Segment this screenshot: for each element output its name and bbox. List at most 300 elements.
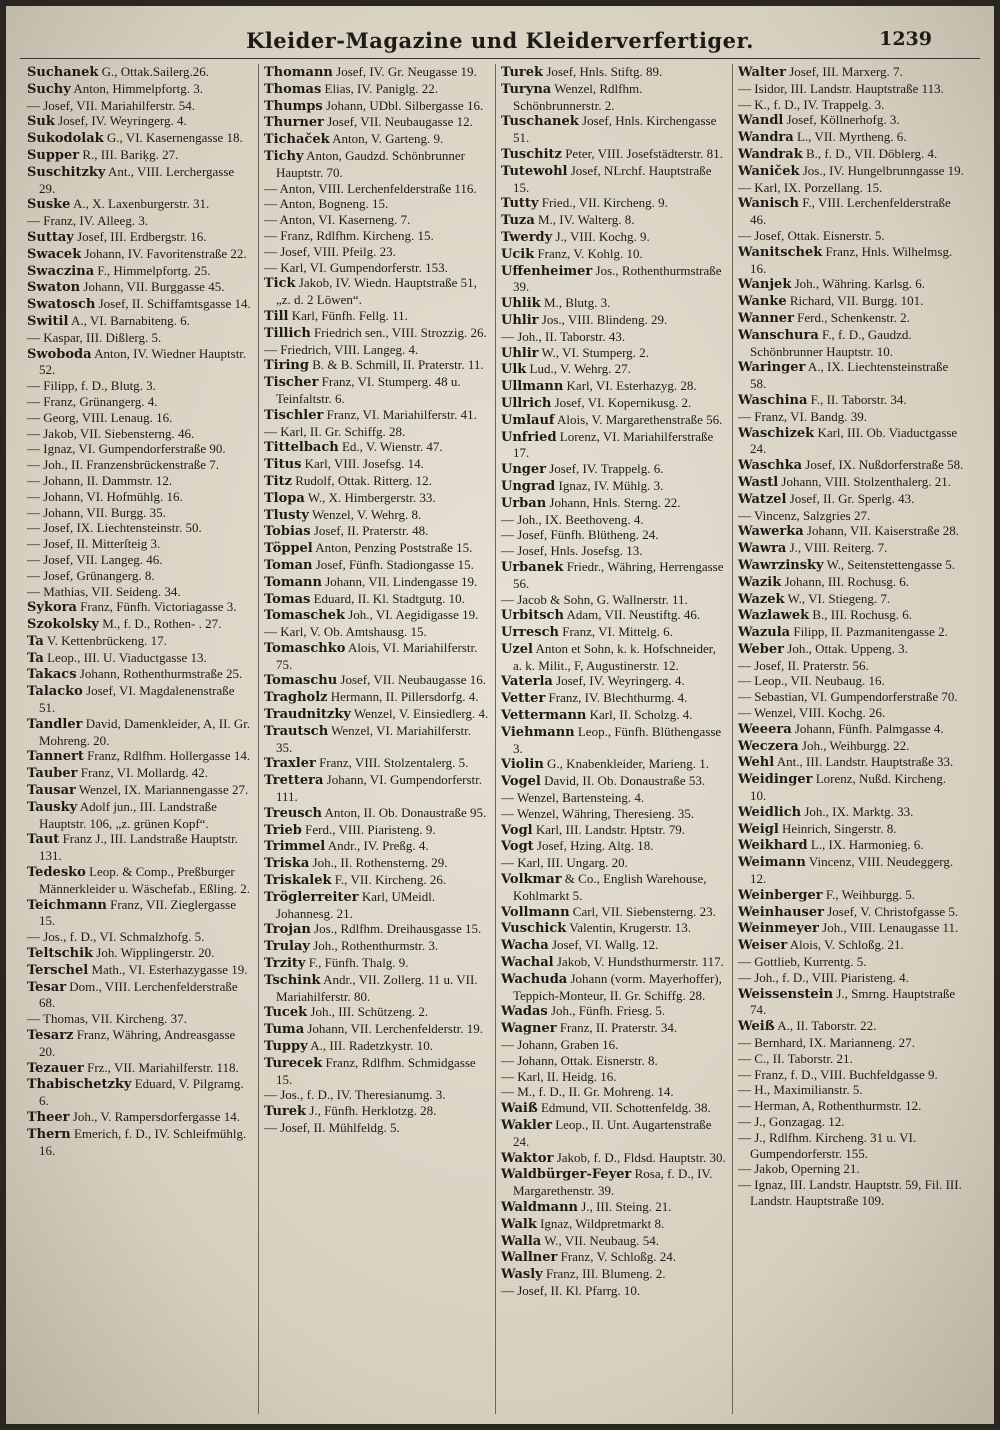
directory-entry	[738, 491, 965, 508]
entry-details: Andr., IV. Preßg. 4.	[327, 838, 429, 854]
directory-entry	[27, 864, 253, 897]
entry-details: — J., Gonzagag. 12.	[738, 1114, 845, 1129]
directory-entry	[501, 1100, 727, 1117]
entry-name: Ucik	[501, 246, 535, 262]
entry-name: Teichmann	[27, 897, 107, 913]
entry-name: Trimmel	[264, 839, 326, 855]
entry-name: Sukodolak	[27, 131, 104, 147]
entry-name: Tlusty	[264, 507, 309, 523]
directory-entry	[501, 1166, 727, 1199]
entry-details: David, Damenkleider, A, II. Gr. Mohreng. 20.	[39, 715, 251, 748]
entry-details: Vincenz, VIII. Neudeggerg. 12.	[750, 854, 954, 887]
entry-name: Vogel	[501, 774, 541, 790]
entry-details: Anton, IV. Wiedner Hauptstr. 52.	[39, 345, 247, 378]
directory-entry	[738, 1130, 965, 1162]
entry-details: Josef, II. Praterstr. 48.	[313, 523, 429, 539]
directory-entry	[27, 979, 253, 1012]
directory-entry	[264, 456, 490, 473]
entry-details: — Joh., IX. Beethoveng. 4.	[501, 511, 644, 527]
directory-entry	[27, 748, 253, 765]
directory-entry	[264, 212, 490, 228]
entry-details: Josef, IV. Trappelg. 6.	[549, 461, 664, 477]
directory-entry	[501, 641, 727, 674]
entry-details: Josef, NLrchf. Hauptstraße 15.	[513, 162, 712, 195]
entry-details: Anton, Gaudzd. Schönbrunner Hauptstr. 70.	[276, 147, 465, 180]
directory-entry	[501, 707, 727, 724]
entry-details: J., III. Steing. 21.	[581, 1198, 672, 1214]
directory-entry	[738, 146, 965, 163]
entry-details: Joh. Wipplingerstr. 20.	[96, 945, 215, 961]
entry-details: Johann, VII. Lindengasse 19.	[325, 573, 478, 589]
directory-entry	[27, 782, 253, 799]
entry-details: Joh., V. Rampersdorfergasse 14.	[72, 1109, 240, 1124]
entry-details: — Jos., f. D., VI. Schmalzhofg. 5.	[27, 929, 205, 945]
directory-entry	[501, 773, 727, 790]
entry-details: A., VI. Barnabiteng. 6.	[70, 312, 190, 328]
directory-entry	[27, 520, 253, 536]
entry-details: — Josef, VII. Langeg. 46.	[27, 551, 163, 567]
directory-entry	[27, 330, 253, 346]
directory-entry	[501, 412, 727, 429]
directory-entry	[27, 552, 253, 568]
entry-details: Leop., Fünfh. Blüthengasse 3.	[513, 723, 722, 756]
entry-details: Josef, II. Schiffamtsgasse 14.	[98, 296, 251, 312]
entry-details: Wenzel, V. Wehrg. 8.	[311, 506, 422, 522]
entry-details: Franz, Rdlfhm. Hollergasse 14.	[87, 748, 251, 764]
entry-details: Josef, Hnls. Kirchengasse 51.	[513, 113, 717, 146]
entry-name: Weimann	[738, 855, 806, 871]
directory-entry	[501, 1150, 727, 1167]
entry-details: — Jakob, Operning 21.	[738, 1161, 860, 1177]
directory-entry	[264, 374, 490, 407]
entry-details: — Josef, Fünfh. Blütheng. 24.	[501, 527, 659, 543]
directory-entry	[738, 1098, 965, 1114]
directory-entry	[738, 641, 965, 658]
entry-name: Tauber	[27, 766, 78, 782]
entry-details: Alois, V. Margarethenstraße 56.	[557, 411, 723, 427]
directory-entry	[738, 557, 965, 574]
entry-details: — Gottlieb, Kurrentg. 5.	[738, 954, 867, 970]
entry-details: — Josef, VII. Mariahilferstr. 54.	[27, 97, 196, 113]
entry-details: Ant., VIII. Lerchergasse 29.	[39, 163, 235, 196]
entry-name: Teltschik	[27, 946, 94, 962]
directory-entry	[738, 705, 965, 721]
directory-entry	[738, 1067, 965, 1083]
directory-entry	[27, 457, 253, 473]
entry-name: Wazula	[738, 625, 791, 641]
entry-name: Wazek	[738, 591, 785, 607]
entry-name: Uzel	[501, 641, 533, 657]
directory-entry	[501, 146, 727, 163]
entry-details: Jos., Rdlfhm. Dreihausgasse 15.	[314, 921, 482, 937]
entry-name: Weissenstein	[738, 986, 834, 1002]
entry-name: Tuschanek	[501, 114, 579, 130]
directory-entry	[738, 508, 965, 524]
entry-name: Turyna	[501, 81, 552, 97]
directory-entry	[27, 1126, 253, 1159]
directory-entry	[264, 1087, 490, 1103]
entry-name: Wadas	[501, 1004, 548, 1020]
directory-entry	[27, 196, 253, 213]
entry-details: Josef, IX. Nußdorferstraße 58.	[805, 457, 964, 473]
directory-entry	[501, 527, 727, 543]
entry-details: Karl, III. Landstr. Hptstr. 79.	[535, 821, 685, 837]
directory-entry	[27, 1060, 253, 1077]
entry-name: Tuza	[501, 213, 535, 229]
entry-name: Walter	[738, 65, 786, 80]
directory-entry	[27, 378, 253, 394]
directory-entry	[264, 260, 490, 276]
entry-details: Josef, IV. Gr. Neugasse 19.	[336, 64, 477, 79]
entry-details: — Johann, VI. Hofmühlg. 16.	[27, 488, 183, 504]
entry-name: Wanitschek	[738, 244, 823, 260]
directory-entry	[501, 1283, 727, 1299]
entry-details: Andr., VII. Zollerg. 11 u. VII. Mariahilferstr. 80.	[276, 971, 478, 1004]
entry-details: — Josef, IX. Liechtensteinstr. 50.	[27, 520, 202, 536]
entry-details: Josef, II. Gr. Sperlg. 43.	[789, 490, 915, 506]
entry-name: Treusch	[264, 805, 322, 821]
column-2	[259, 64, 496, 1414]
directory-entry	[738, 359, 965, 392]
entry-name: Weinhauser	[738, 904, 824, 920]
entry-name: Uhlir	[501, 312, 539, 328]
column-3	[496, 64, 733, 1414]
directory-entry	[264, 342, 490, 358]
directory-entry	[738, 474, 965, 491]
entry-name: Uhlik	[501, 296, 541, 312]
entry-details: — J., Rdlfhm. Kircheng. 31 u. VI. Gumpendorferstr. 155.	[738, 1129, 917, 1161]
entry-name: Weidinger	[738, 772, 813, 788]
directory-entry	[738, 540, 965, 557]
entry-details: Josef, VII. Neubaugasse 16.	[340, 672, 487, 688]
directory-entry	[501, 163, 727, 196]
directory-entry	[27, 394, 253, 410]
entry-details: V. Kettenbrückeng. 17.	[46, 632, 167, 648]
entry-details: W., Seitenstettengasse 5.	[826, 556, 956, 572]
directory-entry	[738, 854, 965, 887]
directory-entry	[738, 163, 965, 180]
entry-details: Johann, VII. Kaiserstraße 28.	[806, 523, 959, 539]
directory-entry	[264, 275, 490, 308]
entry-details: Franz, VII. Zieglergasse 15.	[39, 896, 236, 929]
entry-details: B., III. Rochusg. 6.	[812, 607, 913, 623]
directory-entry	[264, 1120, 490, 1136]
directory-entry	[264, 228, 490, 244]
directory-entry	[501, 607, 727, 624]
directory-entry	[501, 1233, 727, 1250]
directory-entry	[738, 754, 965, 771]
directory-entry	[27, 505, 253, 521]
directory-entry	[501, 592, 727, 608]
directory-entry	[264, 181, 490, 197]
entry-name: Waiß	[501, 1101, 538, 1117]
directory-entry	[738, 81, 965, 97]
entry-details: M., f. D., Rothen- . 27.	[102, 616, 222, 632]
entry-details: Karl, II. Scholzg. 4.	[589, 707, 693, 723]
entry-name: Sykora	[27, 600, 77, 616]
entry-name: Theer	[27, 1110, 70, 1125]
entry-details: W., VII. Neubaug. 54.	[544, 1232, 660, 1248]
entry-details: L., VII. Myrtheng. 6.	[796, 129, 907, 145]
directory-entry	[501, 1037, 727, 1053]
entry-name: Tröglerreiter	[264, 889, 359, 905]
entry-details: Josef, Hnls. Stiftg. 89.	[546, 64, 663, 79]
entry-details: Josef, III. Erdbergstr. 16.	[77, 228, 207, 244]
directory-entry	[27, 599, 253, 616]
entry-name: Ullrich	[501, 395, 552, 411]
entry-name: Triskalek	[264, 873, 332, 889]
entry-details: Wenzel, Rdlfhm. Schönbrunnerstr. 2.	[513, 80, 643, 113]
directory-entry	[501, 690, 727, 707]
directory-entry	[738, 591, 965, 608]
entry-details: W., VI. Stumperg. 2.	[541, 344, 649, 360]
directory-entry	[264, 723, 490, 756]
entry-name: Töppel	[264, 541, 313, 557]
directory-entry	[27, 263, 253, 280]
entry-details: — Wenzel, Bartensteing. 4.	[501, 790, 645, 806]
entry-details: Josef, VI. Kopernikusg. 2.	[554, 394, 692, 410]
entry-name: Urresch	[501, 625, 559, 641]
entry-details: Karl, UMeidl. Johannesg. 21.	[276, 888, 436, 921]
entry-name: Weiß	[738, 1019, 775, 1035]
entry-details: Joh., Rothenthurmstr. 3.	[313, 938, 439, 954]
entry-details: Ant., III. Landstr. Hauptstraße 33.	[776, 754, 954, 770]
entry-name: Walk	[501, 1216, 537, 1232]
directory-entry	[501, 1266, 727, 1283]
directory-entry	[738, 607, 965, 624]
directory-entry	[501, 954, 727, 971]
entry-name: Viehmann	[501, 724, 575, 740]
entry-details: G., Ottak.Sailerg.26.	[101, 64, 209, 79]
entry-details: F., Weihburgg. 5.	[825, 886, 916, 902]
entry-details: — Josef, VIII. Pfeilg. 23.	[264, 243, 396, 259]
entry-details: — Josef, II. Mitterſteig 3.	[27, 536, 161, 552]
entry-name: Tuschitz	[501, 146, 562, 162]
entry-details: Rudolf, Ottak. Ritterg. 12.	[295, 472, 432, 488]
entry-name: Unfried	[501, 429, 557, 445]
entry-details: — Friedrich, VIII. Langeg. 4.	[264, 341, 419, 357]
directory-page	[6, 6, 994, 1424]
entry-name: Wagner	[501, 1021, 557, 1037]
directory-entry	[501, 113, 727, 146]
directory-entry	[264, 1038, 490, 1055]
entry-name: Traudnitzky	[264, 707, 351, 723]
directory-entry	[738, 837, 965, 854]
directory-entry	[27, 897, 253, 930]
entry-details: Josef, IV. Weyringerg. 4.	[58, 113, 187, 129]
entry-name: Tezauer	[27, 1060, 84, 1076]
directory-entry	[738, 112, 965, 129]
entry-name: Toman	[264, 557, 313, 573]
entry-name: Tomann	[264, 574, 322, 590]
directory-entry	[501, 229, 727, 246]
directory-entry	[264, 540, 490, 557]
directory-entry	[738, 97, 965, 113]
entry-name: Wazik	[738, 574, 782, 590]
directory-entry	[501, 263, 727, 296]
column-1	[22, 64, 259, 1414]
directory-entry	[738, 1018, 965, 1035]
entry-name: Wawerka	[738, 524, 804, 540]
entry-details: Franz, Rdlfhm. Schmidgasse 15.	[276, 1054, 476, 1087]
entry-name: Tlopa	[264, 490, 305, 506]
entry-name: Turecek	[264, 1055, 323, 1071]
entry-details: B. & B. Schmill, II. Praterstr. 11.	[312, 357, 484, 373]
entry-details: Peter, VIII. Josefstädterstr. 81.	[565, 145, 723, 161]
entry-details: Johann, Fünfh. Palmgasse 4.	[794, 720, 944, 736]
entry-details: Johann, VI. Gumpendorferstr. 111.	[276, 772, 483, 805]
entry-name: Swacek	[27, 246, 82, 262]
entry-name: Suchy	[27, 81, 71, 97]
entry-details: Frz., VII. Mariahilferstr. 118.	[87, 1059, 239, 1075]
entry-name: Tedesko	[27, 865, 86, 881]
entry-name: Vaterla	[501, 674, 553, 690]
entry-name: Wandrak	[738, 146, 803, 162]
directory-entry	[264, 574, 490, 591]
directory-entry	[501, 624, 727, 641]
entry-name: Till	[264, 308, 289, 324]
entry-name: Tannert	[27, 749, 84, 765]
entry-name: Weczera	[738, 738, 799, 754]
entry-details: J., VIII. Kochg. 9.	[555, 228, 650, 244]
entry-details: Rosa, f. D., IV. Margarethenstr. 39.	[513, 1166, 713, 1199]
entry-details: Anton, Himmelpfortg. 3.	[73, 80, 203, 96]
directory-entry	[738, 228, 965, 244]
directory-entry	[27, 164, 253, 197]
directory-entry	[738, 804, 965, 821]
entry-details: G., VI. Kasernengasse 18.	[106, 130, 243, 146]
directory-entry	[501, 361, 727, 378]
entry-details: Carl, VII. Siebensterng. 23.	[572, 903, 716, 919]
entry-details: Ferd., Schenkenstr. 2.	[797, 309, 910, 325]
entry-details: Karl, Fünfh. Fellg. 11.	[291, 307, 408, 323]
entry-name: Trettera	[264, 773, 324, 789]
entry-name: Tesarz	[27, 1028, 74, 1044]
entry-details: David, II. Ob. Donaustraße 53.	[544, 773, 706, 789]
entry-name: Ta	[27, 650, 44, 666]
entry-details: Johann, IV. Favoritenstraße 22.	[84, 245, 247, 261]
directory-entry	[27, 130, 253, 147]
entry-name: Trautsch	[264, 723, 329, 739]
entry-details: Karl, VIII. Josefsg. 14.	[304, 456, 424, 472]
entry-name: Uhlir	[501, 345, 539, 361]
directory-entry	[738, 1035, 965, 1051]
entry-details: — M., f. D., II. Gr. Mohreng. 14.	[501, 1084, 674, 1100]
directory-entry	[27, 296, 253, 313]
entry-details: A., III. Radetzkystr. 10.	[310, 1038, 433, 1054]
entry-name: Wallner	[501, 1250, 558, 1266]
entry-details: A., II. Taborstr. 22.	[777, 1018, 877, 1034]
entry-name: Trzity	[264, 956, 306, 972]
entry-name: Weber	[738, 641, 785, 657]
directory-entry	[264, 640, 490, 673]
entry-name: Wachuda	[501, 971, 568, 987]
entry-name: Urban	[501, 495, 547, 511]
entry-details: Edmund, VII. Schottenfeldg. 38.	[540, 1100, 711, 1116]
entry-name: Traxler	[264, 756, 316, 772]
entry-details: — Franz, Grünangerg. 4.	[27, 393, 158, 409]
entry-details: Johann, Hnls. Sterng. 22.	[549, 494, 681, 510]
entry-details: Hermann, II. Pillersdorfg. 4.	[330, 689, 479, 705]
entry-name: Vetter	[501, 691, 546, 707]
directory-entry	[501, 790, 727, 806]
entry-details: — Josef, Ottak. Eisnerstr. 5.	[738, 227, 885, 243]
directory-entry	[264, 855, 490, 872]
entry-details: — Karl, VI. Gumpendorferstr. 153.	[264, 259, 448, 275]
entry-details: Johann, VII. Lerchenfelderstr. 19.	[307, 1021, 483, 1037]
entry-name: Suschitzky	[27, 164, 106, 180]
entry-name: Tuppy	[264, 1039, 308, 1055]
directory-entry	[501, 822, 727, 839]
entry-details: W., VI. Stiegeng. 7.	[787, 590, 891, 606]
entry-name: Wazlawek	[738, 608, 810, 624]
entry-details: Dom., VIII. Lerchenfelderstraße 68.	[39, 978, 238, 1011]
entry-details: Jos., IV. Hungelbrunngasse 19.	[802, 162, 964, 178]
entry-name: Weikhard	[738, 838, 808, 854]
entry-name: Waschizek	[738, 425, 815, 441]
entry-details: — Isidor, III. Landstr. Hauptstraße 113.	[738, 80, 944, 96]
entry-details: Franz J., III. Landstraße Hauptstr. 131.	[39, 831, 239, 864]
entry-details: — Franz, VI. Bandg. 39.	[738, 408, 868, 424]
page-number: 1239	[879, 28, 932, 50]
directory-entry	[738, 771, 965, 804]
entry-details: Adolf jun., III. Landstraße Hauptstr. 106, „z. grünen Kopf“.	[39, 798, 217, 831]
entry-name: Ullmann	[501, 379, 564, 395]
directory-entry	[501, 937, 727, 954]
entry-name: Tillich	[264, 325, 311, 341]
directory-entry	[264, 624, 490, 640]
directory-entry	[264, 81, 490, 98]
entry-name: Twerdy	[501, 229, 553, 245]
entry-details: F., Himmelpfortg. 25.	[97, 262, 211, 278]
entry-details: Ed., V. Wienstr. 47.	[341, 439, 443, 455]
directory-entry	[264, 706, 490, 723]
directory-entry	[501, 212, 727, 229]
entry-name: Triska	[264, 856, 310, 872]
entry-details: — H., Maximilianstr. 5.	[738, 1082, 863, 1098]
entry-details: Franz, III. Blumeng. 2.	[545, 1266, 666, 1282]
entry-details: — Jacob & Sohn, G. Wallnerstr. 11.	[501, 591, 688, 607]
entry-name: Tomas	[264, 591, 311, 607]
directory-entry	[501, 512, 727, 528]
directory-entry	[501, 1069, 727, 1085]
entry-details: Josef, IV. Weyringerg. 4.	[556, 673, 685, 689]
entry-details: Ignaz, IV. Mühlg. 3.	[558, 477, 664, 493]
directory-entry	[27, 473, 253, 489]
entry-name: Wanisch	[738, 196, 799, 212]
directory-entry	[27, 666, 253, 683]
directory-entry	[738, 1161, 965, 1177]
entry-details: — Anton, Bogneng. 15.	[264, 196, 389, 212]
entry-details: — Joh., II. Taborstr. 43.	[501, 328, 626, 344]
entry-details: — Anton, VI. Kaserneng. 7.	[264, 212, 411, 228]
directory-entry	[264, 972, 490, 1005]
directory-entry	[738, 64, 965, 81]
directory-entry	[27, 346, 253, 379]
entry-details: Joh., Ottak. Uppeng. 3.	[787, 640, 908, 656]
entry-details: — Herman, A, Rothenthurmstr. 12.	[738, 1098, 922, 1114]
directory-entry	[264, 439, 490, 456]
entry-details: — Filipp, f. D., Blutg. 3.	[27, 378, 156, 394]
entry-details: — Bernhard, IX. Marianneng. 27.	[738, 1035, 915, 1051]
entry-details: Leop. & Comp., Preßburger Männerkleider u. Wäschefab., Eßling. 2.	[39, 864, 250, 896]
entry-details: Josef, Hzing. Altg. 18.	[536, 838, 654, 854]
entry-details: J., Smrng. Hauptstraße 74.	[750, 985, 956, 1018]
entry-name: Tischler	[264, 407, 324, 423]
entry-details: — Franz, IV. Alleeg. 3.	[27, 213, 149, 229]
entry-details: Jos., VIII. Blindeng. 29.	[541, 311, 668, 327]
directory-entry	[27, 313, 253, 330]
